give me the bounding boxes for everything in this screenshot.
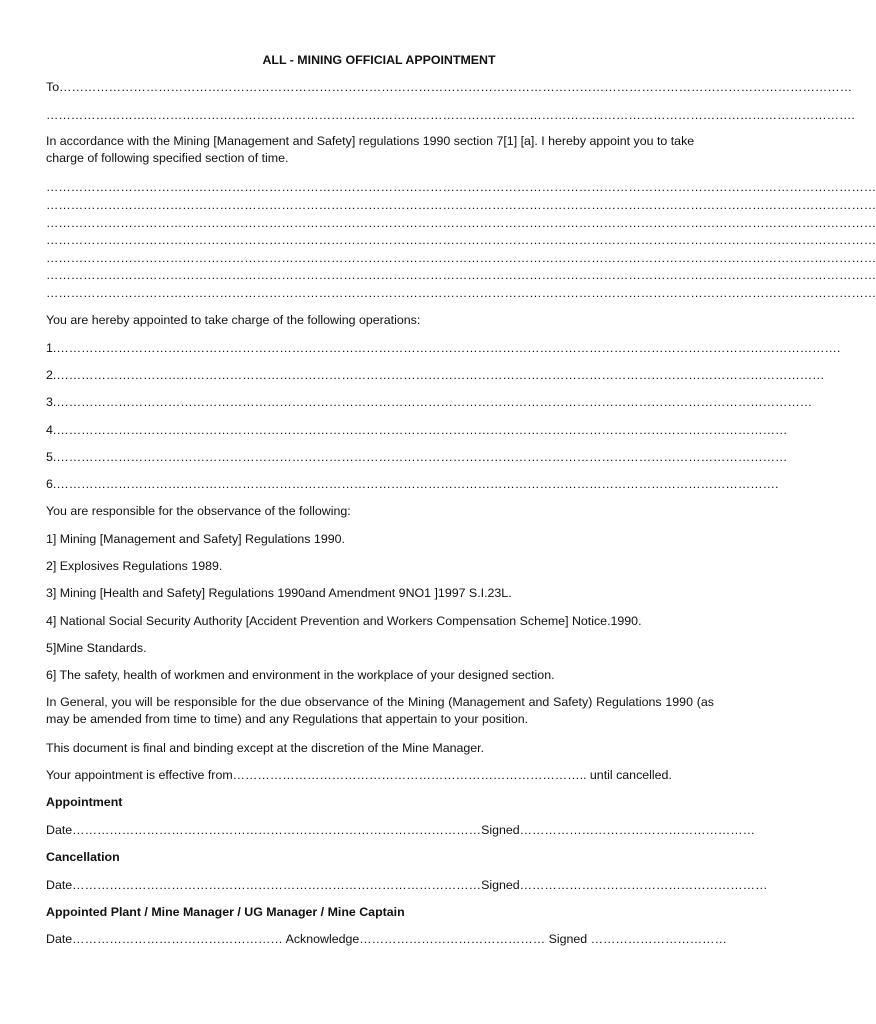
operation-line-4: 4.…………………………………………………………………………………………………………………………………………………………… [46, 423, 788, 437]
section-blank-line: ………………………………………………………………………………………………………………………………………………………………………………… [46, 216, 876, 230]
intro-paragraph: In accordance with the Mining [Management and Safety] regulations 1990 section 7[1] [a]. I hereby appoint you to take charge of following specified section of time. [46, 134, 695, 165]
operation-line-2: 2.…………………………………………………………………………………………………………………………………………………………………… [46, 368, 825, 382]
document-title: ALL - MINING OFFICIAL APPOINTMENT [262, 53, 496, 67]
section-blank-line: ………………………………………………………………………………………………………………………………………………………………………………… [46, 198, 876, 212]
appointment-heading: Appointment [46, 795, 123, 809]
acknowledgement-signature-line: Date…………………………………………… Acknowledge……………………………………… Signed …………………………… [46, 932, 727, 946]
general-paragraph: In General, you will be responsible for the due observance of the Mining (Management and Safety) Regulations 1990 (as may be amended from time to time) and any Regulations that appertain to your position. [46, 695, 714, 726]
effective-line: Your appointment is effective from………………………………………………………………………….. until cancelled. [46, 768, 672, 782]
to-line: To………………………………………………………………………………………………………………………………………………………………………… [46, 80, 853, 94]
appointment-signature-line: Date………………………………………………………………………………………Signed………………………………………………… [46, 823, 756, 837]
regulation-item-4: 4] National Social Security Authority [Accident Prevention and Workers Compensation Scheme] Notice.1990. [46, 614, 642, 628]
operation-line-1: 1.………………………………………………………………………………………………………………………………………………………………………. [46, 341, 841, 355]
operation-line-6: 6.…………………………………………………………………………………………………………………………………………………………. [46, 477, 779, 491]
regulation-item-3: 3] Mining [Health and Safety] Regulations 1990and Amendment 9NO1 ]1997 S.I.23L. [46, 586, 512, 600]
regulation-item-2: 2] Explosives Regulations 1989. [46, 559, 223, 573]
binding-statement: This document is final and binding except at the discretion of the Mine Manager. [46, 741, 485, 755]
appointed-by-heading: Appointed Plant / Mine Manager / UG Manager / Mine Captain [46, 905, 405, 919]
cancellation-heading: Cancellation [46, 850, 120, 864]
to-line-continued: ……………………………………………………………………………………………………………………………………………………………………………. [46, 108, 855, 122]
section-blank-line: ………………………………………………………………………………………………………………………………………………………………………………… [46, 180, 876, 194]
section-blank-line: ………………………………………………………………………………………………………………………………………………………………………………… [46, 286, 876, 300]
regulation-item-1: 1] Mining [Management and Safety] Regulations 1990. [46, 532, 345, 546]
regulation-item-5: 5]Mine Standards. [46, 641, 147, 655]
section-blank-line: ………………………………………………………………………………………………………………………………………………………………………………… [46, 251, 876, 265]
section-blank-line: ………………………………………………………………………………………………………………………………………………………………………………… [46, 233, 876, 247]
operations-heading: You are hereby appointed to take charge of the following operations: [46, 313, 421, 327]
responsible-heading: You are responsible for the observance of the following: [46, 504, 351, 518]
operation-line-3: 3.………………………………………………………………………………………………………………………………………………………………… [46, 395, 813, 409]
operation-line-5: 5.…………………………………………………………………………………………………………………………………………………………… [46, 450, 788, 464]
regulation-item-6: 6] The safety, health of workmen and environment in the workplace of your designed section. [46, 668, 555, 682]
cancellation-signature-line: Date………………………………………………………………………………………Signed…………………………………………………… [46, 878, 768, 892]
section-blank-line: ………………………………………………………………………………………………………………………………………………………………………………… [46, 268, 876, 282]
